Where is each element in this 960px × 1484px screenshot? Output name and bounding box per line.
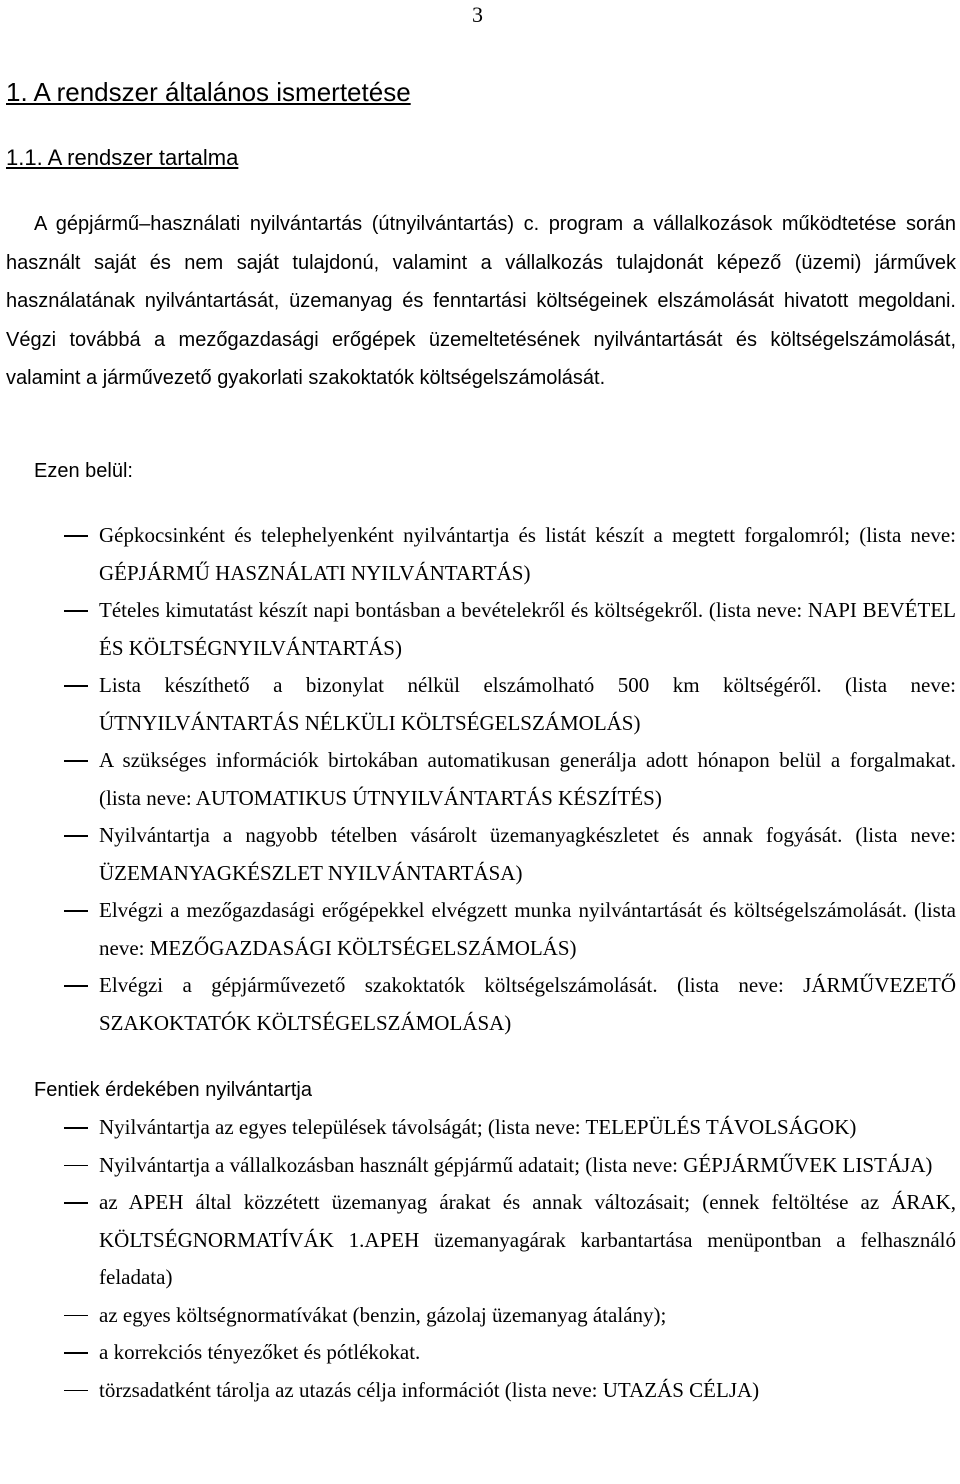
- list-item: Tételes kimutatást készít napi bontásban a bevételekről és költségekről. (lista neve: NAPI BEVÉTEL ÉS KÖLTSÉGNYILVÁNTARTÁS): [0, 592, 956, 667]
- intro-paragraph: A gépjármű–használati nyilvántartás (útnyilvántartás) c. program a vállalkozások működtetése során használt saját és nem saját tulajdonú, valamint a vállalkozás tulajdonát képező (üzemi) járművek használatának nyilvántartását, üzemanyag és fenntartási költségeinek elszámolását hivatott megoldani. Végzi továbbá a mezőgazdasági erőgépek üzemeltetésének nyilvántartását és költségelszámolását, valamint a járművezető gyakorlati szakoktatók költségelszámolását.: [6, 213, 956, 389]
- list-item: a korrekciós tényezőket és pótlékokat.: [0, 1334, 956, 1372]
- page-number: 3: [472, 2, 483, 27]
- heading-1: 1. A rendszer általános ismertetése: [6, 77, 411, 107]
- list-item: Nyilvántartja az egyes települések távolságát; (lista neve: TELEPÜLÉS TÁVOLSÁGOK): [0, 1109, 956, 1147]
- list-item: Nyilvántartja a nagyobb tételben vásárolt üzemanyagkészletet és annak fogyását. (lista neve: ÜZEMANYAGKÉSZLET NYILVÁNTARTÁSA): [0, 817, 956, 892]
- section1-lead: Ezen belül:: [34, 460, 133, 482]
- list-item: az egyes költségnormatívákat (benzin, gázolaj üzemanyag átalány);: [0, 1297, 956, 1335]
- list-item: törzsadatként tárolja az utazás célja információt (lista neve: UTAZÁS CÉLJA): [0, 1372, 956, 1410]
- section2-list: [0, 1109, 956, 1409]
- section1-list: [0, 517, 956, 1042]
- list-item: A szükséges információk birtokában automatikusan generálja adott hónapon belül a forgalmakat. (lista neve: AUTOMATIKUS ÚTNYILVÁNTARTÁS KÉSZÍTÉS): [0, 742, 956, 817]
- list-item: az APEH által közzétett üzemanyag árakat és annak változásait; (ennek feltöltése az ÁRAK, KÖLTSÉGNORMATÍVÁK 1.APEH üzemanyagárak karbantartása menüpontban a felhasználó feladata): [0, 1184, 956, 1297]
- list-item: Elvégzi a mezőgazdasági erőgépekkel elvégzett munka nyilvántartását és költségelszámolását. (lista neve: MEZŐGAZDASÁGI KÖLTSÉGELSZÁMOLÁS): [0, 892, 956, 967]
- section2-lead: Fentiek érdekében nyilvántartja: [34, 1079, 312, 1101]
- list-item: Nyilvántartja a vállalkozásban használt gépjármű adatait; (lista neve: GÉPJÁRMŰVEK LISTÁJA): [0, 1147, 956, 1185]
- heading-2: 1.1. A rendszer tartalma: [6, 145, 239, 170]
- list-item: Gépkocsinként és telephelyenként nyilvántartja és listát készít a megtett forgalomról; (lista neve: GÉPJÁRMŰ HASZNÁLATI NYILVÁNTARTÁS): [0, 517, 956, 592]
- list-item: Elvégzi a gépjárművezető szakoktatók költségelszámolását. (lista neve: JÁRMŰVEZETŐ SZAKOKTATÓK KÖLTSÉGELSZÁMOLÁSA): [0, 967, 956, 1042]
- list-item: Lista készíthető a bizonylat nélkül elszámolható 500 km költségéről. (lista neve: ÚTNYILVÁNTARTÁS NÉLKÜLI KÖLTSÉGELSZÁMOLÁS): [0, 667, 956, 742]
